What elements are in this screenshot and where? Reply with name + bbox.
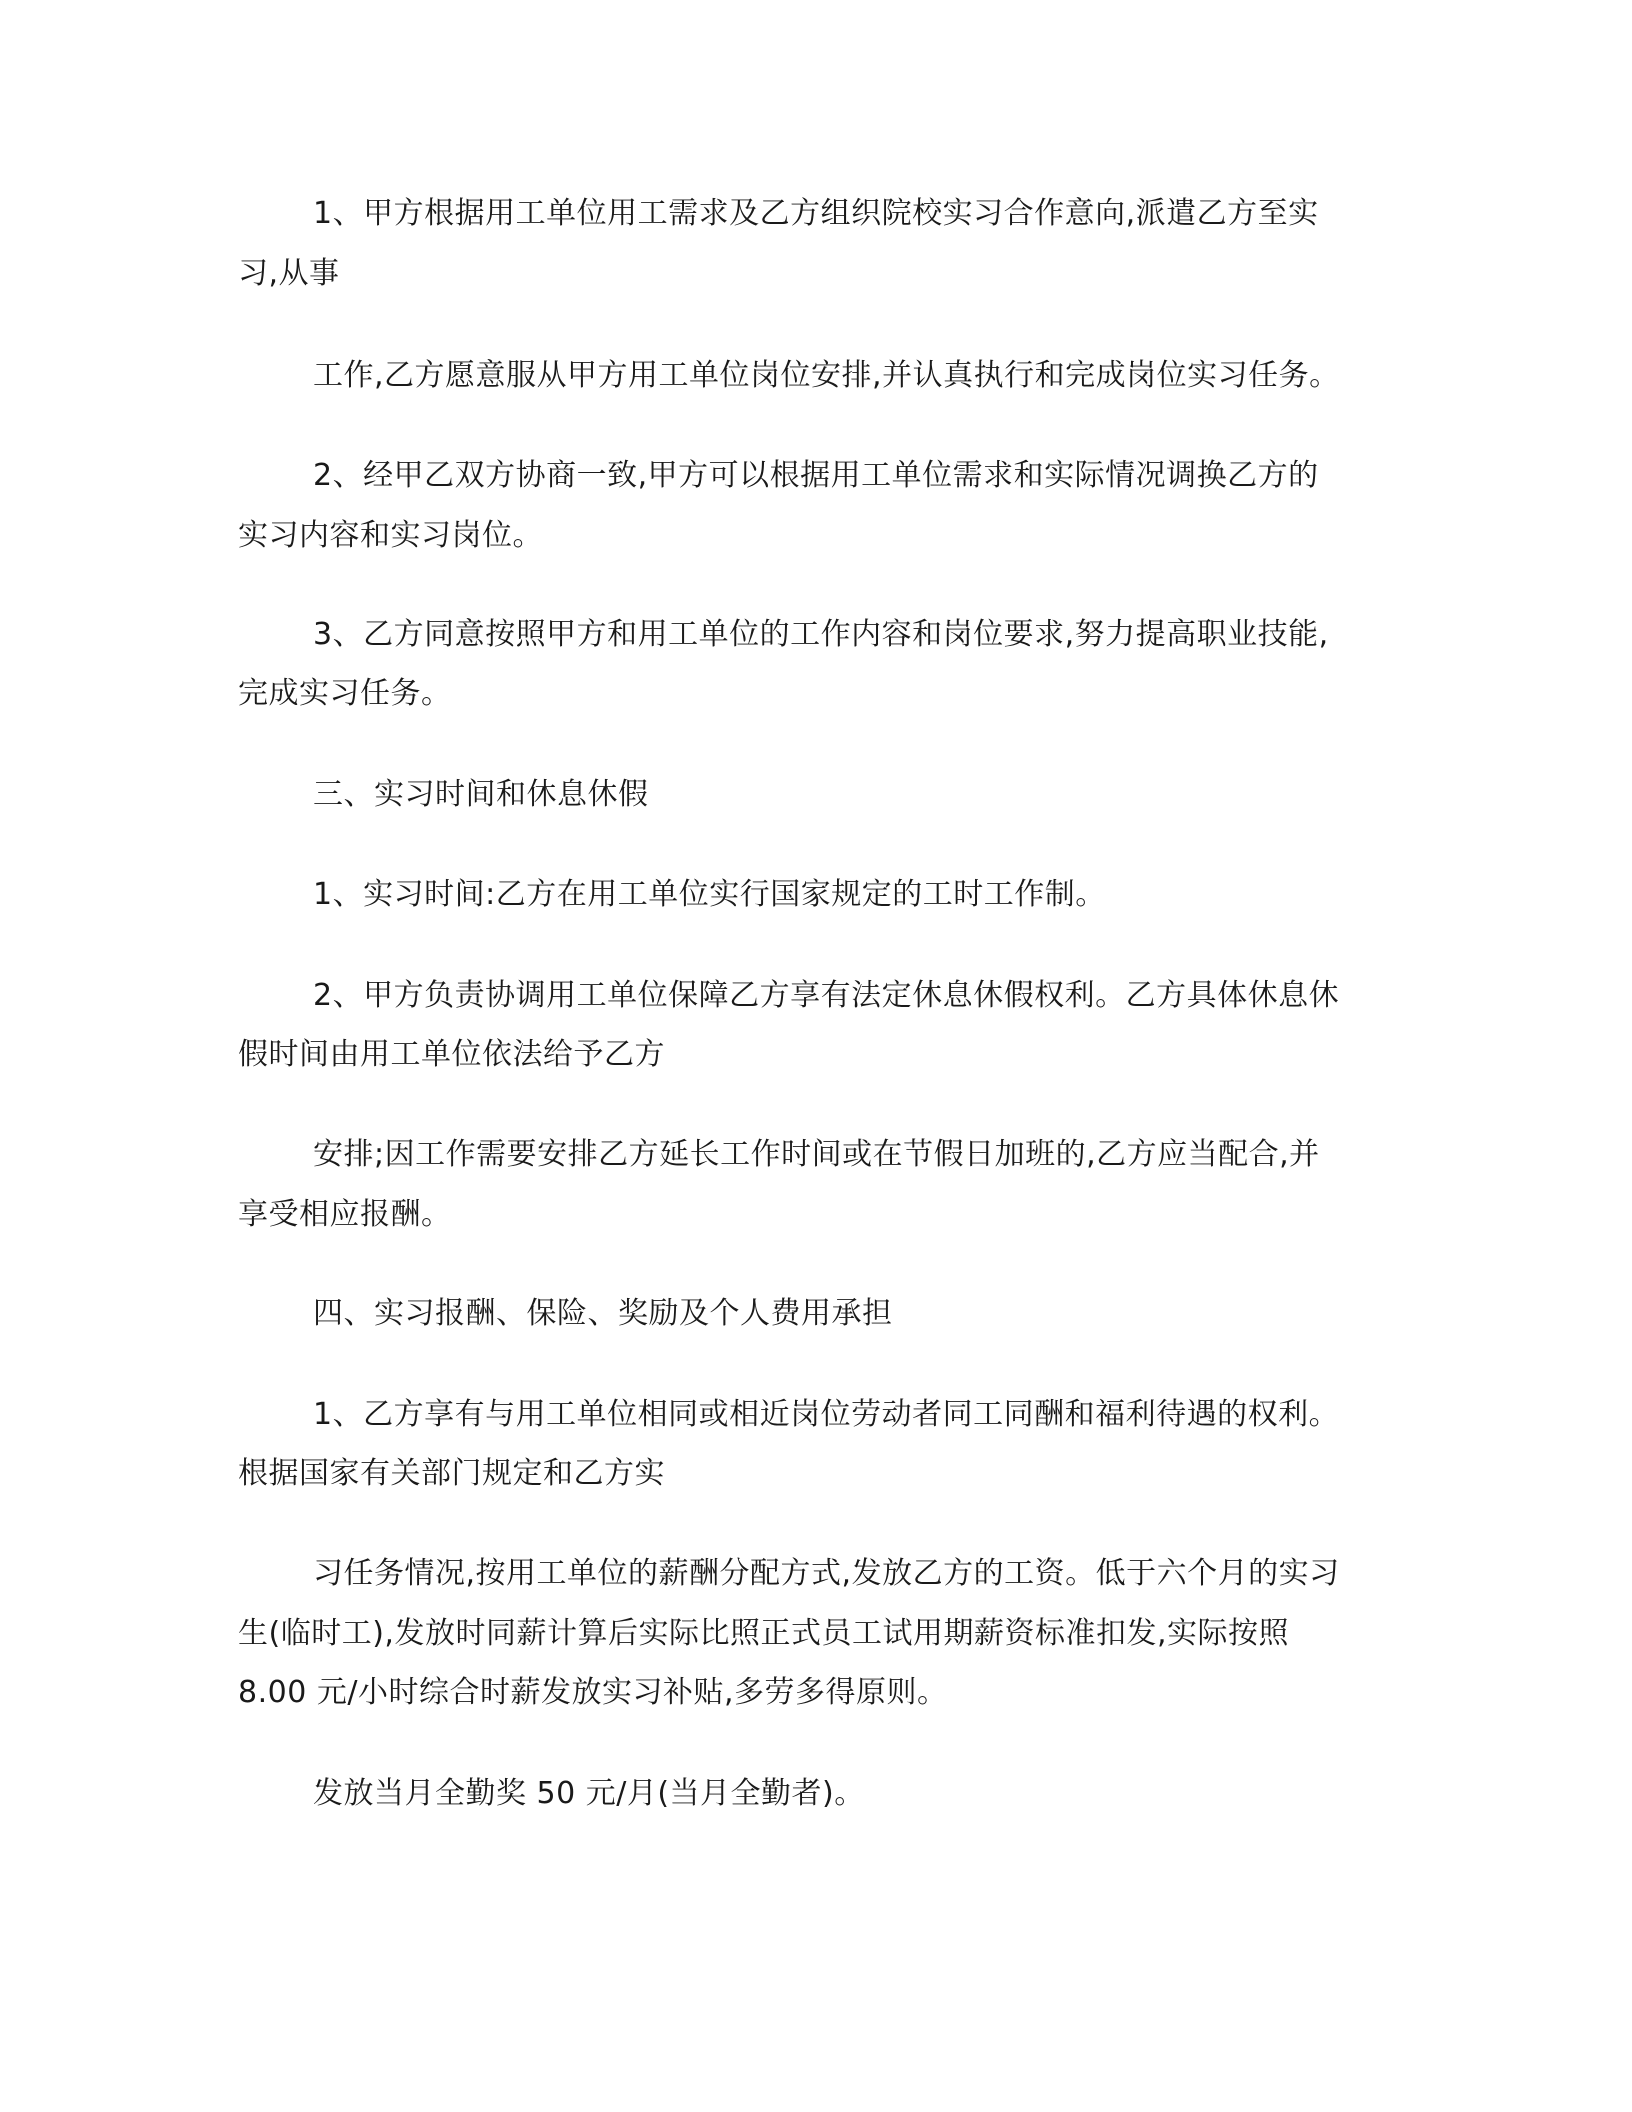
paragraph-11-line-1: 习任务情况,按用工单位的薪酬分配方式,发放乙方的工资。低于六个月的实习 bbox=[313, 1556, 1340, 1591]
paragraph-3-line-1: 2、经甲乙双方协商一致,甲方可以根据用工单位需求和实际情况调换乙方的 bbox=[313, 458, 1319, 493]
paragraph-3-line-2: 实习内容和实习岗位。 bbox=[238, 518, 543, 553]
section-heading-4: 四、实习报酬、保险、奖励及个人费用承担 bbox=[313, 1296, 893, 1331]
paragraph-11-line-3: 8.00 元/小时综合时薪发放实习补贴,多劳多得原则。 bbox=[238, 1675, 948, 1710]
paragraph-8-line-1: 安排;因工作需要安排乙方延长工作时间或在节假日加班的,乙方应当配合,并 bbox=[313, 1137, 1320, 1172]
section-heading-3: 三、实习时间和休息休假 bbox=[313, 777, 649, 812]
paragraph-6-line-1: 1、实习时间:乙方在用工单位实行国家规定的工时工作制。 bbox=[313, 877, 1106, 912]
paragraph-7-line-1: 2、甲方负责协调用工单位保障乙方享有法定休息休假权利。乙方具体休息休 bbox=[313, 978, 1340, 1013]
paragraph-10-line-1: 1、乙方享有与用工单位相同或相近岗位劳动者同工同酬和福利待遇的权利。 bbox=[313, 1397, 1340, 1432]
paragraph-4-line-2: 完成实习任务。 bbox=[238, 676, 452, 711]
paragraph-1-line-1: 1、甲方根据用工单位用工需求及乙方组织院校实习合作意向,派遣乙方至实 bbox=[313, 196, 1319, 231]
paragraph-2-line-1: 工作,乙方愿意服从甲方用工单位岗位安排,并认真执行和完成岗位实习任务。 bbox=[313, 358, 1340, 393]
paragraph-10-line-2: 根据国家有关部门规定和乙方实 bbox=[238, 1456, 665, 1491]
paragraph-11-line-2: 生(临时工),发放时同薪计算后实际比照正式员工试用期薪资标准扣发,实际按照 bbox=[238, 1616, 1289, 1651]
paragraph-4-line-1: 3、乙方同意按照甲方和用工单位的工作内容和岗位要求,努力提高职业技能, bbox=[313, 617, 1329, 652]
paragraph-7-line-2: 假时间由用工单位依法给予乙方 bbox=[238, 1037, 665, 1072]
paragraph-12-line-1: 发放当月全勤奖 50 元/月(当月全勤者)。 bbox=[313, 1776, 865, 1811]
paragraph-8-line-2: 享受相应报酬。 bbox=[238, 1197, 452, 1232]
paragraph-1-line-2: 习,从事 bbox=[238, 256, 340, 291]
